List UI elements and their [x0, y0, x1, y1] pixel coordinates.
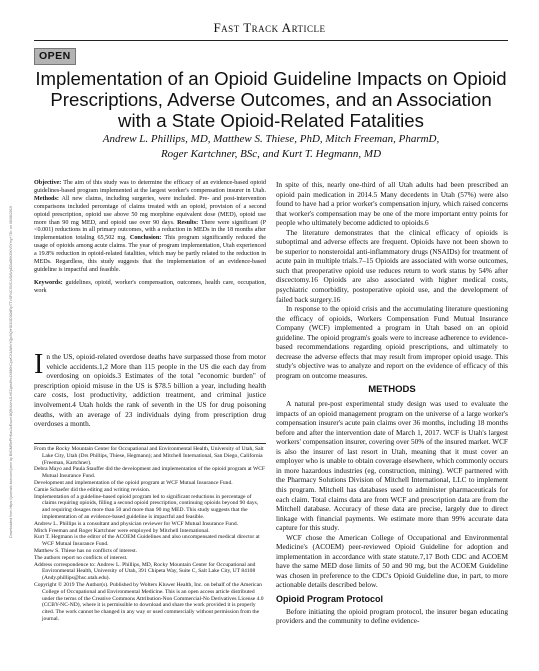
keywords-text: guidelines, opioid, worker's compensation, outcomes, health care, occupation, work	[34, 279, 266, 294]
footnote: Camie Schaefer did the editing and writing revision.	[34, 486, 151, 493]
footnotes	[34, 446, 266, 623]
footnote-copyright: Copyright © 2019 The Author(s). Published by Wolters Kluwer Health, Inc. on behalf of the American College of Occupational and Environmental Medicine. This is an open access article distributed under the terms of the Creative Commons Attribution-Non Commercial-No Derivatives License 4.0 (CCBY-NC-ND), where it is permissible to download and share the work provided it is properly cited. The work cannot be changed in any way or used commercially without permission from the journal.	[34, 581, 264, 622]
paragraph: In spite of this, nearly one-third of all Utah adults had been prescribed an opioid pain medication in 2014.5 Many decedents in Utah (57%) were also found to have had a prior worker's compensation injury, which raised concerns that worker's compensation may be one of the more important entry points for people who ultimately become addicted to opioids.6	[276, 180, 508, 228]
footnote: Mitch Freeman and Roger Kartchner were employed by Mitchell International.	[34, 527, 210, 534]
objective-text: The aim of this study was to determine the efficacy of an evidence-based opioid guidelines-based program implemented at the largest worker's compensation insurer in Utah.	[34, 180, 266, 194]
protocol-heading: Opioid Program Protocol	[276, 593, 384, 604]
article-title: Implementation of an Opioid Guideline Impacts on Opioid Prescriptions, Adverse Outcomes, and an Association with a State Opioid-Related Fatalities	[35, 68, 507, 131]
methods-text: All new claims, including surgeries, were included. Pre- and post-intervention comparisons included percentage of claims treated with an opioid, provision of a second opioid prescription, opioid use above 50 mg morphine equivalent dose (MED), opioid use more than 90 mg MED, and opioid use over 90 days.	[34, 195, 267, 226]
authors	[34, 132, 508, 162]
download-watermark-text: Downloaded from https://journals.lww.com/joem by BhDMf5ePHKav1zEoum1tQfN4a+kJLhEZgbsIHo4XMi0hCywCX1AWnYQp/IlQrHD3i3D0OdRyi7TvSFl4Cf3VC4/OAVpDDa8KKGKV0Ymy+78= on 08/08/2019	[9, 206, 13, 538]
footnote-correspondence[interactable]: Address correspondence to: Andrew L. Phillips, MD, Rocky Mountain Center for Occupational and Environmental Health, University of Utah, 391 Chipeta Way, Suite C, Salt Lake City, UT 84108 (Andy.phillips@hsc.utah.edu).	[34, 561, 256, 582]
results-text: There were significant (P <0.001) reductions in all primary outcomes, with a reduction in MEDs in the 18 months after implementation totaling 65,502 mg.	[34, 219, 266, 242]
footnote: The authors report no conflicts of interest.	[34, 554, 128, 561]
open-access-badge: OPEN	[34, 48, 76, 65]
right-column	[276, 180, 508, 626]
paragraph: In response to the opioid crisis and the accumulating literature questioning the efficacy of opioids, Workers Compensation Fund Mutual Insurance Company (WCF) implemented a program in Utah based on an opioid guideline. The opioid program's goals were to increase adherence to evidence-based recommendations regarding opioid prescriptions, and ultimately to decrease the adverse effects that may result from improper opioid usage. This study's objective was to analyze and report on the evidence of efficacy of this program on outcome measures.	[276, 304, 508, 380]
footnote: Matthew S. Thiese has no conflicts of interest.	[34, 547, 137, 554]
footnote: From the Rocky Mountain Center for Occupational and Environmental Health, University of Utah, Salt Lake City, Utah (Drs Phillips, Thiese, Hegmann); and Mitchell International, San Diego, California (Freeman, Kartchner).	[34, 446, 264, 466]
footnote: Debra Mayo and Paula Stauffer did the development and implementation of the opioid program at WCF Mutual Insurance Fund.	[34, 466, 266, 480]
keywords-label: Keywords:	[34, 279, 63, 286]
paragraph: The literature demonstrates that the clinical efficacy of opioids is suboptimal and adverse effects are frequent. Opioids have not been shown to be superior to nonsteroidal anti-inflammatory drugs (NSAIDs) for treatment of acute pain in multiple trials.7–15 Opioids are associated with worse outcomes, such that preoperative opioid use reduces return to work status by 54% after discectomy.16 Opioids are also associated with higher medical costs, psychiatric comorbidity, postoperative opioid use, and the development of failed back surgery.16	[276, 227, 508, 304]
methods-heading: METHODS	[368, 384, 416, 396]
abstract	[34, 180, 266, 301]
paragraph: A natural pre-post experimental study design was used to evaluate the impacts of an opioid management program on the universe of a large worker's compensation insurer's acute pain claims over 36 months, including 18 months before and after the intervention date of March 1, 2017. WCF is Utah's largest workers' compensation insurer, covering over 50% of the insured market. WCF is also the insurer of last resort in Utah, meaning that it must cover an employer who is unable to obtain coverage elsewhere, which commonly occurs in more hazardous industries (eg, construction, mining). WCF partnered with the Pharmacy Solutions Division of Mitchell International, LLC to implement this program. Mitchell has databases used to administer pharmaceuticals for each claim. Total claims data are from WCF and prescription data are from the Mitchell database. Accuracy of these data are precise, largely due to direct linkage with financial payments. We estimate more than 99% accurate data capture for this study.	[276, 399, 509, 533]
footnote: Andrew L. Phillips is a consultant and physician reviewer for WCF Mutual Insurance Fund.	[34, 520, 239, 527]
footnote: Kurt T. Hegmann is the editor of the ACOEM Guidelines and also uncompensated medical director at WCF Mutual Insurance Fund.	[34, 534, 260, 548]
methods-label: Methods:	[34, 195, 59, 202]
abstract-body	[34, 180, 266, 275]
introduction	[34, 349, 266, 429]
results-label: Results:	[177, 219, 199, 226]
header-rule	[34, 40, 508, 41]
footnote-rule	[34, 443, 266, 444]
footnote: Development and implementation of the opioid program at WCF Mutual Insurance Fund.	[34, 479, 233, 486]
conclusion-label: Conclusion:	[129, 235, 162, 242]
download-watermark	[4, 190, 12, 560]
authors-line-1: Andrew L. Phillips, MD, Matthew S. Thiese, PhD, Mitch Freeman, PharmD,	[102, 133, 440, 145]
running-header: Fast Track Article	[213, 20, 326, 35]
drop-cap: I	[34, 349, 44, 380]
intro-text: n the US, opioid-related overdose deaths have surpassed those from motor vehicle accidents.1,2 More than 115 people in the US die each day from overdosing on opioids.3 Estimates of the total "economic burden" of prescription opioid misuse in the US is $78.5 billion a year, including health care costs, lost productivity, addiction treatment, and criminal justice involvement.4 Utah holds the rank of seventh in the US for drug poisoning deaths, with an average of 23 individuals dying from prescription drug overdoses a month.	[34, 352, 266, 429]
paragraph: Before initiating the opioid program protocol, the insurer began educating providers and the community to define evidence-	[276, 606, 508, 626]
keywords	[34, 280, 266, 296]
paragraph: WCF chose the American College of Occupational and Environmental Medicine's (ACOEM) peer-reviewed Opioid Guideline for adoption and implementation in accordance with state statute.7,17 Both CDC and ACOEM have the same MED dose limits of 50 and 90 mg, but the ACOEM Guideline was chosen in preference to the CDC's Opioid Guideline due, in part, to more actionable details described below.	[276, 532, 508, 590]
authors-line-2: Roger Kartchner, BSc, and Kurt T. Hegmann, MD	[160, 148, 382, 160]
footnote: Implementation of a guideline-based opioid program led to significant reductions in percentage of claims requiring opioids, filling a second opioid prescription, continuing opioids beyond 90 days, and requiring dosages more than 50 and more than 90 mg MED. This study suggests that the implementation of an evidence-based guideline is impactful and feasible.	[34, 493, 259, 520]
conclusion-text: This program significantly reduced the usage of opioids among acute claims. The year of program implementation, Utah experienced a 19.8% reduction in opioid-related fatalities, which may be partly related to the reduction in MEDs. Regardless, this study suggests that the implementation of an evidence-based guideline is impactful and feasible.	[34, 235, 266, 273]
objective-label: Objective:	[34, 180, 62, 186]
